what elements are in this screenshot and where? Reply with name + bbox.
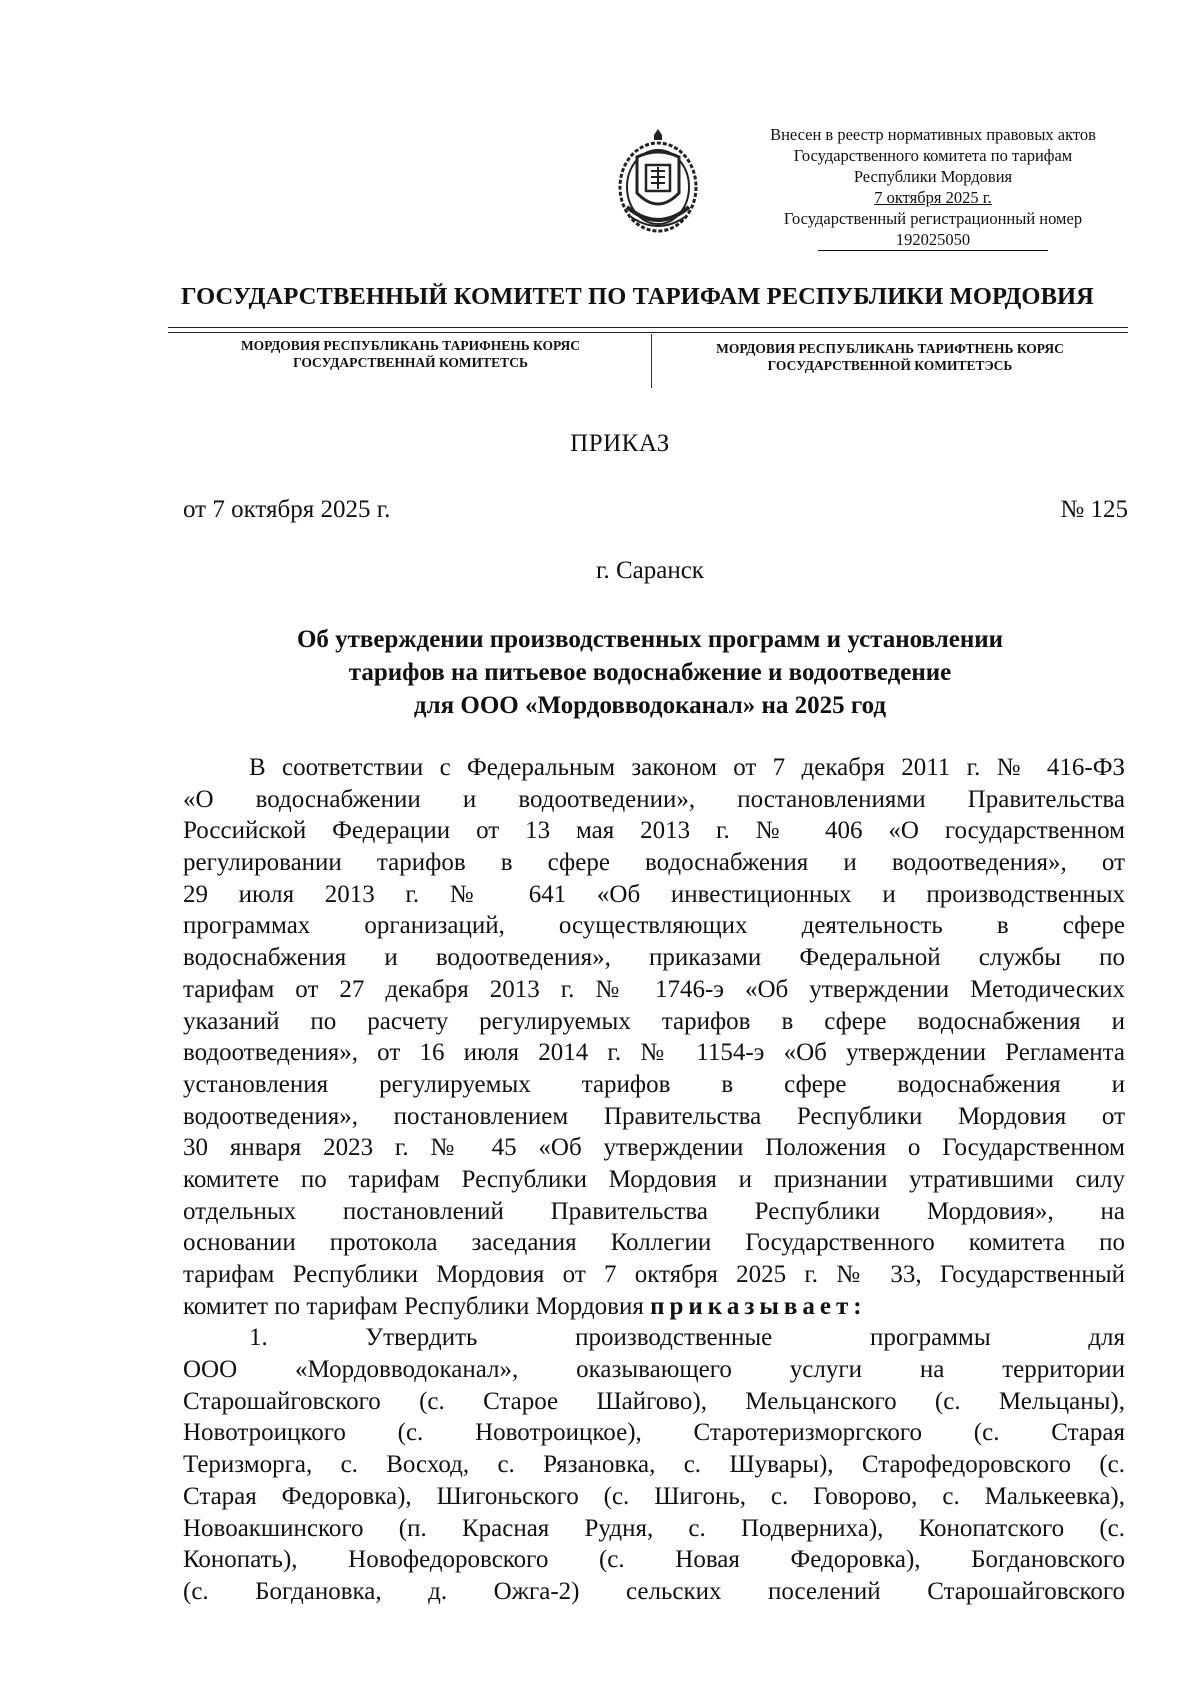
committee-name: ГОСУДАРСТВЕННЫЙ КОМИТЕТ ПО ТАРИФАМ РЕСПУБЛИКИ МОРДОВИЯ [181,283,1094,310]
body-line: Старошайговского (с. Старое Шайгово), Мельцанского (с. Мельцаны), [183,1387,1125,1415]
body-line: 1. Утвердить производственные программы для [249,1324,1125,1352]
moksha-line: МОРДОВИЯ РЕСПУБЛИКАНЬ ТАРИФНЕНЬ КОРЯС [240,338,581,353]
body-line: отдельных постановлений Правительства Республики Мордовия», на [183,1197,1125,1225]
body-line: Российской Федерации от 13 мая 2013 г. № 406 «О государственном [183,817,1125,845]
subject-line: тарифов на питьевое водоснабжение и водоотведение [348,659,952,686]
body-line: тарифам Республики Мордовия от 7 октября 2025 г. № 33, Государственный [183,1261,1125,1288]
committee-name-erzya [660,340,1120,374]
registry-note [718,124,1148,251]
registry-line: Государственный регистрационный номер [783,209,1083,228]
erzya-line: МОРДОВИЯ РЕСПУБЛИКАНЬ ТАРИФТНЕНЬ КОРЯС [716,341,1064,356]
order-body [183,752,1125,1608]
header-column-divider [651,334,652,388]
body-line: регулировании тарифов в сфере водоснабжения и водоотведения», от [183,849,1125,877]
registry-line: Республики Мордовия [853,167,1013,186]
body-line: В соответствии с Федеральным законом от 7 декабря 2011 г. № 416-ФЗ [249,754,1125,781]
erzya-line: ГОСУДАРСТВЕННОЙ КОМИТЕТЭСЬ [767,358,1013,373]
body-line: водоснабжения и водоотведения», приказами Федеральной службы по [183,944,1125,972]
body-line: 29 июля 2013 г. № 641 «Об инвестиционных и производственных [183,880,1125,908]
body-line: тарифам от 27 декабря 2013 г. № 1746-э «Об утверждении Методических [183,975,1125,1003]
order-subject [170,623,1130,722]
body-line: «О водоснабжении и водоотведении», постановлениями Правительства [183,785,1125,813]
registry-number: 192025050 [818,229,1048,251]
body-line: указаний по расчету регулируемых тарифов в сфере водоснабжения и [183,1007,1125,1035]
registry-line: Государственного комитета по тарифам [793,146,1073,165]
body-line: Новоакшинского (п. Красная Рудня, с. Подверниха), Конопатского (с. [183,1514,1125,1542]
body-line: Конопать), Новофедоровского (с. Новая Федоровка), Богдановского [183,1546,1125,1574]
order-date: от 7 октября 2025 г. [183,496,391,523]
registry-date: 7 октября 2025 г. [874,188,992,207]
moksha-line: ГОСУДАРСТВЕННАЙ КОМИТЕТСЬ [293,355,528,370]
body-line: 30 января 2023 г. № 45 «Об утверждении Положения о Государственном [183,1134,1125,1162]
committee-name-moksha [178,337,643,371]
body-line: ООО «Мордовводоканал», оказывающего услуги на территории [183,1356,1125,1384]
header-divider [168,327,1128,328]
body-line: водоотведения», постановлением Правительства Республики Мордовия от [183,1102,1125,1130]
body-line-decree [183,1291,1125,1323]
subject-line: Об утверждении производственных программ и установлении [296,626,1004,653]
coat-of-arms-emblem [617,127,699,235]
body-line: Теризморга, с. Восход, с. Рязановка, с. Шувары), Старофедоровского (с. [183,1451,1125,1479]
subject-line: для ООО «Мордовводоканал» на 2025 год [413,692,887,719]
order-city: г. Саранск [596,557,704,584]
document-type-title: ПРИКАЗ [570,430,670,457]
header-divider [168,332,1128,333]
body-line: Старая Федоровка), Шигоньского (с. Шигонь, с. Говорово, с. Малькеевка), [183,1482,1125,1510]
registry-line: Внесен в реестр нормативных правовых актов [770,125,1096,144]
body-line: программах организаций, осуществляющих деятельность в сфере [183,912,1125,940]
body-line: комитете по тарифам Республики Мордовия и признании утратившими силу [183,1165,1125,1193]
body-line: основании протокола заседания Коллегии Государственного комитета по [183,1229,1125,1257]
body-line: установления регулируемых тарифов в сфере водоснабжения и [183,1070,1125,1098]
body-line: водоотведения», от 16 июля 2014 г. № 1154-э «Об утверждении Регламента [183,1039,1125,1067]
decree-word: приказывает: [650,1292,867,1320]
body-line: (с. Богдановка, д. Ожга-2) сельских поселений Старошайговского [183,1577,1125,1605]
body-line: комитет по тарифам Республики Мордовия [183,1292,644,1320]
body-line: Новотроицкого (с. Новотроицкое), Старотеризморгского (с. Старая [183,1419,1125,1447]
order-number: № 125 [1060,496,1128,523]
